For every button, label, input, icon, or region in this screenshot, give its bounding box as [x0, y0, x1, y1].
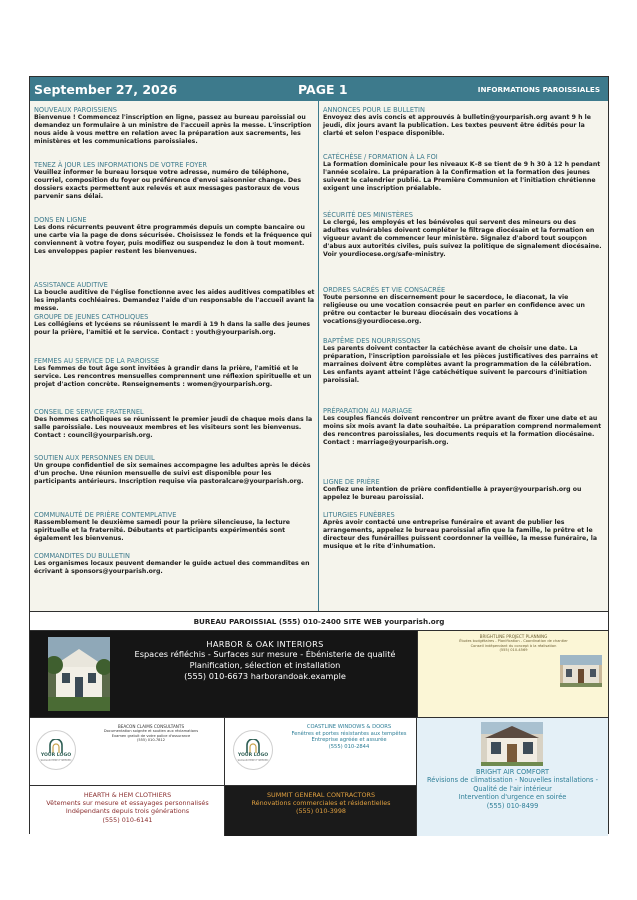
- announcement-body: Les couples fiancés doivent rencontrer un prêtre avant de fixer une date et au moins six mois avant la date souhaitée. La préparation comprend normalement des rencontres paroissiales, les documents requis et la formation diocésaine. Contact : marriage@yourparish.org.: [323, 415, 602, 446]
- arch-icon: [245, 739, 261, 753]
- announcement-body: Toute personne en discernement pour le sacerdoce, le diaconat, la vie religieuse ou une vocation consacrée peut en parler en confidence avec un prêtre ou contacter le bureau diocésain des vocations à vocations@yourdiocese.org.: [323, 294, 585, 325]
- announcement-title: ORDRES SACRÉS ET VIE CONSACRÉE: [323, 286, 446, 294]
- announcement-body: Les collégiens et lycéens se réunissent le mardi à 19 h dans la salle des jeunes pour la prière, l'amitié et le service. Contact : youth@yourparish.org.: [34, 321, 311, 336]
- announcement: [34, 454, 315, 486]
- ad-hearth-hem[interactable]: [30, 785, 225, 836]
- announcement-title: GROUPE DE JEUNES CATHOLIQUES: [34, 313, 149, 321]
- ad-text: [422, 634, 605, 653]
- announcement-body: Les parents doivent contacter la catéchèse avant de choisir une date. La préparation, l'inscription paroissiale et les pièces justificatives des parrains et marraines doivent être complètes avant la programmation de la célébration. Les enfants ayant atteint l'âge catéchétique suivent le parcours d'initiation paroissial.: [323, 345, 598, 384]
- bulletin-page: [29, 76, 609, 834]
- logo-placeholder: [233, 730, 273, 770]
- house-photo: [560, 655, 602, 687]
- ad-line: Études budgétaires - Planification - Coordination de chantier: [459, 639, 568, 643]
- logo-text: YOUR LOGO: [40, 752, 72, 758]
- ad-line: (555) 010-8499: [486, 801, 539, 810]
- announcement: [34, 106, 315, 146]
- announcement-body: Confiez une intention de prière confidentielle à prayer@yourparish.org ou appelez le bureau paroissial.: [323, 486, 582, 501]
- house-photo: [48, 637, 110, 711]
- announcement-title: CONSEIL DE SERVICE FRATERNEL: [34, 408, 144, 416]
- announcement: [323, 286, 604, 326]
- ad-text: [421, 768, 604, 810]
- announcement-body: La boucle auditive de l'église fonctionne avec les aides auditives compatibles et les implants cochléaires. Demandez l'aide d'un responsable de l'accueil avant la messe.: [34, 289, 315, 312]
- ad-summit-contractors[interactable]: [225, 785, 417, 836]
- announcement-body: Après avoir contacté une entreprise funéraire et avant de publier les arrangements, appelez le bureau paroissial afin que la famille, le prêtre et le directeur des funérailles puissent coordonner la veillée, la messe funéraire, la musique et le rite d'inhumation.: [323, 519, 598, 550]
- announcement: [323, 337, 604, 385]
- announcement-body: Envoyez des avis concis et approuvés à bulletin@yourparish.org avant 9 h le jeudi, dix jours avant la publication. Les textes peuvent être édités pour la clarté et selon l'espace disponible.: [323, 114, 591, 137]
- announcement: [323, 511, 604, 551]
- announcement-title: ASSISTANCE AUDITIVE: [34, 281, 108, 289]
- announcement: [34, 281, 315, 313]
- announcement-title: PRÉPARATION AU MARIAGE: [323, 407, 413, 415]
- announcement: [34, 408, 315, 440]
- announcement: [34, 552, 315, 576]
- announcement-title: BAPTÊME DES NOURRISSONS: [323, 337, 421, 345]
- logo-placeholder: [36, 730, 76, 770]
- ad-text: [82, 724, 220, 743]
- arch-icon: [48, 739, 64, 753]
- ad-beacon-claims[interactable]: [30, 718, 225, 785]
- ad-coastline[interactable]: [225, 718, 417, 785]
- ad-line: Indépendants depuis trois générations: [65, 807, 190, 816]
- announcement-body: Les dons récurrents peuvent être programmés depuis un compte bancaire ou une carte via la page de dons sécurisée. Choisissez le fonds et la fréquence qui conviennent à votre foyer, puis modifiez ou suspendez le don à tout moment. Les enveloppes papier restent les bienvenues.: [34, 224, 312, 255]
- announcement: [323, 478, 604, 502]
- ad-line: Intervention d'urgence en soirée: [458, 793, 567, 802]
- page-number: PAGE 1: [298, 81, 348, 97]
- ad-name: SUMMIT GENERAL CONTRACTORS: [266, 791, 376, 799]
- announcement: [323, 153, 604, 193]
- ad-name: BEACON CLAIMS CONSULTANTS: [117, 724, 185, 729]
- announcement: [34, 313, 315, 337]
- ad-row-bottom: [30, 717, 608, 835]
- announcement: [323, 407, 604, 447]
- announcement-body: Rassemblement le deuxième samedi pour la prière silencieuse, la lecture spirituelle et la fraternité. Débutants et participants expérimentés sont également les bienvenus.: [34, 519, 290, 542]
- announcement-body: Bienvenue ! Commencez l'inscription en ligne, passez au bureau paroissial ou demandez un formulaire à un ministre de l'accueil après la messe. L'inscription nous aide à vous mettre en relation avec la préparation aux sacrements, les ministères et les communications paroissiales.: [34, 114, 312, 145]
- ad-line: Vêtements sur mesure et essayages personnalisés: [46, 799, 209, 808]
- ad-name: HEARTH & HEM CLOTHIERS: [83, 791, 172, 799]
- ad-text: [130, 639, 400, 682]
- ad-text: [281, 724, 417, 750]
- ad-line: Fenêtres et portes résistantes aux tempêtes: [291, 730, 407, 737]
- announcement-title: COMMANDITES DU BULLETIN: [34, 552, 130, 560]
- announcement-title: SOUTIEN AUX PERSONNES EN DEUIL: [34, 454, 155, 462]
- announcement-body: Le clergé, les employés et les bénévoles qui servent des mineurs ou des adultes vulnérables doivent compléter le filtrage diocésain et la formation en vigueur avant de commencer leur ministère. Signalez d'abord tout soupçon d'abus aux autorités civiles, puis suivez la politique de signalement diocésaine. Voir yourdiocese.org/safe-ministry.: [323, 219, 602, 258]
- ad-line: (555) 010-4569: [499, 648, 528, 653]
- logo-slogan: SLOGAN HERE IF NEEDED: [40, 758, 72, 762]
- ad-text: [34, 791, 221, 824]
- ad-row-top: [30, 631, 608, 717]
- ad-name: COASTLINE WINDOWS & DOORS: [306, 724, 392, 730]
- bulletin-date: September 27, 2026: [34, 81, 178, 97]
- announcement-title: SÉCURITÉ DES MINISTÈRES: [323, 211, 413, 219]
- ad-line: (555) 010-6141: [102, 815, 153, 824]
- ad-line: Conseil indépendant du concept à la réalisation: [470, 643, 557, 648]
- announcement-body: Veuillez informer le bureau lorsque votre adresse, numéro de téléphone, courriel, composition du foyer ou préférence d'envoi saisonnier change. Des dossiers exacts permettent aux relevés et aux messages pastoraux de vous parvenir sans délai.: [34, 169, 302, 200]
- ad-line: Examen gratuit de votre police d'assurance: [111, 733, 191, 738]
- ad-line: Planification, sélection et installation: [189, 660, 341, 670]
- ad-line: Documentation soignée et soutien aux réclamations: [103, 729, 199, 733]
- announcement: [323, 211, 604, 259]
- ad-line: Entreprise agréée et assurée: [311, 737, 387, 744]
- announcement: [34, 161, 315, 201]
- announcement-title: ANNONCES POUR LE BULLETIN: [323, 106, 425, 114]
- parish-office-line: BUREAU PAROISSIAL (555) 010-2400 SITE WEB yourparish.org: [30, 611, 608, 631]
- right-column: [319, 101, 608, 611]
- section-title: INFORMATIONS PAROISSIALES: [477, 84, 600, 94]
- announcement-body: Les organismes locaux peuvent demander le guide actuel des commandites en écrivant à sponsors@yourparish.org.: [34, 560, 310, 575]
- ad-text: [229, 791, 413, 816]
- ad-line: Révisions de climatisation - Nouvelles installations - Qualité de l'air intérieur: [427, 776, 598, 793]
- ad-harbor-oak[interactable]: [30, 631, 417, 717]
- ad-line: Rénovations commerciales et résidentielles: [251, 799, 391, 808]
- announcement-body: La formation dominicale pour les niveaux K–8 se tient de 9 h 30 à 12 h pendant l'année scolaire. La préparation à la Confirmation et la formation des jeunes suivent le calendrier publié. La Première Communion et l'initiation chrétienne exigent une inscription préalable.: [323, 161, 601, 192]
- announcement-body: Les femmes de tout âge sont invitées à grandir dans la prière, l'amitié et le service. Les rencontres mensuelles comprennent une réflexion spirituelle et un projet d'action concrète. Renseignements : women@yourparish.org.: [34, 365, 312, 388]
- ad-line: (555) 010-2844: [328, 743, 370, 750]
- ad-name: BRIGHTLINE PROJECT PLANNING: [479, 634, 548, 639]
- announcement: [34, 216, 315, 256]
- ad-line: (555) 010-7812: [136, 738, 166, 743]
- ad-line: (555) 010-3998: [296, 807, 346, 816]
- left-column: [30, 101, 319, 611]
- ad-brightline[interactable]: [417, 631, 608, 717]
- announcement-title: TENEZ À JOUR LES INFORMATIONS DE VOTRE FOYER: [34, 161, 207, 169]
- announcement-title: COMMUNAUTÉ DE PRIÈRE CONTEMPLATIVE: [34, 511, 177, 519]
- announcements-area: [30, 101, 608, 611]
- ad-line: (555) 010-6673 harborandoak.example: [184, 671, 346, 681]
- announcement-title: FEMMES AU SERVICE DE LA PAROISSE: [34, 357, 160, 365]
- announcement-body: Des hommes catholiques se réunissent le premier jeudi de chaque mois dans la salle paroissiale. Les nouveaux membres et les visiteurs sont les bienvenus. Contact : council@yourparish.org.: [34, 416, 313, 439]
- announcement-title: DONS EN LIGNE: [34, 216, 87, 224]
- ad-name: HARBOR & OAK INTERIORS: [206, 639, 324, 649]
- page-header: [30, 77, 608, 101]
- announcement-title: LITURGIES FUNÈBRES: [323, 511, 395, 519]
- logo-slogan: SLOGAN HERE IF NEEDED: [237, 758, 269, 762]
- announcement: [323, 106, 604, 138]
- logo-text: YOUR LOGO: [237, 752, 269, 758]
- announcement-title: LIGNE DE PRIÈRE: [323, 478, 380, 486]
- announcement-title: CATÉCHÈSE / FORMATION À LA FOI: [323, 153, 438, 161]
- ad-bright-air[interactable]: [417, 718, 608, 836]
- announcement-title: NOUVEAUX PAROISSIENS: [34, 106, 117, 114]
- announcement: [34, 511, 315, 543]
- house-photo: [481, 722, 543, 766]
- ad-name: BRIGHT AIR COMFORT: [476, 768, 549, 776]
- announcement: [34, 357, 315, 389]
- announcement-body: Un groupe confidentiel de six semaines accompagne les adultes après le décès d'un proche. Une réunion mensuelle de suivi est disponible pour les participants antérieurs. Inscription requise via pastoralcare@yourparish.org.: [34, 462, 311, 485]
- ad-line: Espaces réfléchis - Surfaces sur mesure - Ébénisterie de qualité: [134, 649, 396, 659]
